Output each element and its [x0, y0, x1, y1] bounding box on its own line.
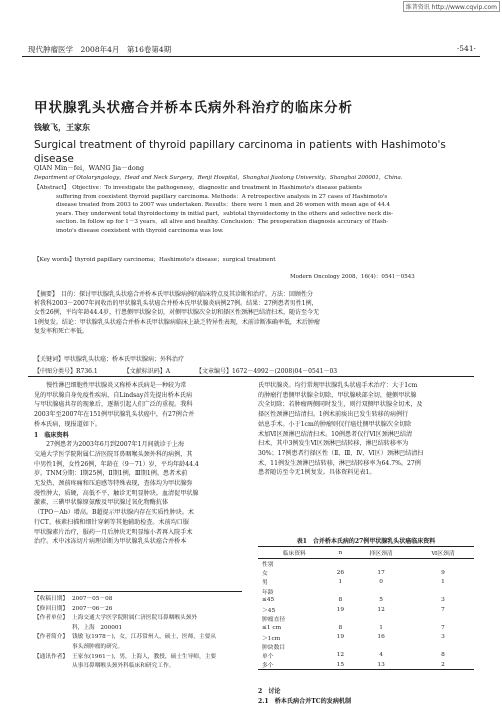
authors-chinese: 钱敏飞，王家东 — [34, 122, 90, 132]
article-number: 【文章编号】1672－4992－(2008)04－0541－03 — [196, 368, 338, 375]
table-cell: ＞45 — [262, 608, 276, 615]
body-line: 桥本氏病，现报道如下。 — [34, 420, 102, 428]
table-cell — [350, 559, 412, 569]
body-line: 30%；17例患者行择区性（Ⅱ、Ⅲ、Ⅳ、Ⅵ区）颈淋巴结清扫 — [258, 449, 424, 457]
clinical-data-table — [258, 546, 474, 670]
table-row — [258, 614, 474, 623]
table-cell: 19 — [336, 606, 345, 613]
table-cell — [412, 614, 474, 623]
table-cell — [350, 587, 412, 596]
keywords-chinese: 【关键词】甲状腺乳头状癌；桥本氏甲状腺病；外科治疗 — [34, 356, 185, 363]
table-cell: 7 — [441, 606, 445, 613]
table-cell: 年龄 — [262, 589, 274, 596]
body-line: 27例患者为2003年6月到2007年1月间就诊于上海 — [34, 441, 185, 449]
table-cell: 1 — [338, 578, 343, 585]
body-line: 甲状腺素片治疗，服药一月后肿块无明显缩小者再入院手术 — [34, 528, 193, 536]
right-column — [258, 381, 474, 478]
footnote-key: 【通讯作者】 — [34, 653, 69, 660]
body-line: 见的甲状腺自身免疫性疾病，自Lindsay首先提出桥本氏病 — [34, 391, 193, 399]
table-cell: 肿块数目 — [262, 644, 286, 651]
table-cell — [331, 642, 351, 651]
footnote-key — [34, 643, 72, 653]
body-line: 择区性颈淋巴结清扫。1例术前痰出已发生转移的病例行 — [258, 411, 409, 419]
table-cell: 3 — [441, 634, 445, 641]
footnote-value: 事头颈肿瘤的研究。 — [72, 643, 124, 650]
footnote-key: 【作者简介】 — [34, 634, 69, 641]
table-cell — [350, 642, 412, 651]
watermark: 维普资讯 http://www.cqvip.com — [403, 1, 500, 12]
title-chinese: 甲状腺乳头状癌合并桥本氏病外科治疗的临床分析 — [34, 100, 353, 116]
body-line: 中男性1例，女性26例，年龄在（9－71）岁，平均年龄44.4 — [34, 460, 199, 468]
table-row — [258, 623, 474, 632]
table-cell: 13 — [350, 660, 412, 670]
table-header-cell: 择区颈清 — [350, 547, 412, 559]
footnote-key: 【修回日期】 — [34, 605, 69, 612]
body-line: 无发热，颈前疼痛和压迫感等特殊表现，查体均为甲状腺弥 — [34, 480, 193, 488]
footnote-row — [34, 653, 242, 663]
abstract-cn-line: 析我科2003－2007年间收治的甲状腺乳头状癌合并桥本氏甲状腺炎病例27例。结果：27例患者男性1例， — [34, 300, 318, 308]
table-row — [258, 642, 474, 651]
body-line: 交通大学医学院附属仁济医院耳鼻咽喉头颈外科的病例，其 — [34, 450, 193, 458]
table-cell: 16 — [377, 634, 385, 641]
body-line: 氏甲状腺炎。均行常规甲状腺乳头状癌手术治疗：大于1cm — [258, 382, 418, 389]
table-cell: ≤45 — [262, 597, 275, 604]
footnote-value: 从事耳鼻咽喉头颈外科临床和研究工作。 — [72, 663, 175, 670]
citation-english: Modern Oncology 2008，16(4)：0541－0543 — [290, 274, 415, 280]
table-cell: 8 — [338, 597, 343, 604]
table-cell: 男 — [262, 580, 268, 587]
table-cell: 性别 — [262, 562, 274, 569]
table-row — [258, 633, 474, 642]
footnote-value: 王家东(1961－)，男，上海人，教授，硕士生导师，主要 — [72, 653, 217, 660]
abstract-cn-line: 复发率和死亡率低。 — [34, 327, 89, 335]
table-row — [258, 568, 474, 577]
table-cell: 女 — [262, 571, 268, 578]
table-cell — [412, 642, 474, 651]
abstract-cn-line: 女性26例，平均年龄44.4岁，行患侧甲状腺全切，对侧甲状腺次全切和择区性颈淋巴结清扫术，随访至今无 — [34, 309, 319, 317]
table-cell: 17 — [377, 569, 385, 576]
body-line: 术，11例发生颈淋巴结转移，淋巴结转移率为64.7%。27例 — [258, 459, 421, 467]
body-line: 治疗。术中冰冻切片病理诊断为甲状腺乳头状癌合并桥本 — [34, 538, 187, 546]
table-row — [258, 596, 474, 605]
body-line: 的肿瘤行患侧甲状腺全切除，甲状腺峡部全切，健侧甲状腺 — [258, 391, 417, 399]
table-row — [258, 651, 474, 660]
footnote-value: 钱敏飞(1978－)，女，江苏常州人，硕士，医师，主要从 — [72, 634, 217, 641]
footnote-row — [34, 624, 242, 634]
footnote-row — [34, 605, 242, 615]
discussion-heading — [258, 687, 474, 707]
table-row — [258, 660, 474, 670]
left-column — [34, 381, 242, 547]
table-cell — [331, 587, 351, 596]
page-number: ·541· — [456, 44, 476, 53]
table-cell: 肿瘤直径 — [262, 617, 286, 624]
body-line: 术加Ⅵ区颈淋巴结清扫术。10例患者仅行Ⅵ区颈淋巴结清 — [258, 430, 413, 438]
body-line: 姑息手术。小于1cm的肿瘤则仅行癌灶侧甲状腺次全切除 — [258, 420, 412, 428]
section-heading: 1 临床资料 — [34, 431, 69, 439]
abstract-en-line: section. In follow up for 1－3 years，all alive and healthy. Conclusion：The preoperation diagnosis accuracy of Hash- — [56, 219, 389, 226]
department-english: Department of Otolaryngology，Head and Neck Surgery，Renji Hospital，Shanghai Jiaotong University，Shanghai 200001，China. — [34, 175, 403, 181]
table-cell: 1 — [441, 578, 445, 585]
document-code: 【文献标识码】A — [123, 368, 171, 375]
abstract-en-line: 【Abstract】 Objective：To investigate the pathogenesy，diagnostic and treatment in Hashimoto's disease patients — [34, 185, 362, 191]
footnote-value: 上海交通大学医学院附属仁济医院耳鼻咽喉头颈外 — [72, 615, 198, 622]
table-cell: 2 — [412, 660, 474, 670]
table-cell: 12 — [377, 606, 385, 613]
table-cell: 8 — [441, 652, 445, 659]
footnote-key — [34, 662, 72, 672]
footnote-row — [34, 595, 242, 605]
abstract-en-line: years. They underwent total thyroidectomy in initial part，subtotal thyroidectomy in the others and selective neck dis- — [56, 210, 394, 217]
table-cell: ≤1 cm — [262, 624, 282, 631]
journal-header — [22, 44, 480, 57]
table-cell — [412, 559, 474, 569]
table-cell — [412, 587, 474, 596]
table-header-cell: n — [331, 547, 351, 559]
footnote-key — [34, 624, 72, 634]
table-cell: ＞1cm — [262, 635, 281, 642]
table-header-cell: 临床资料 — [258, 547, 331, 559]
table-row — [258, 559, 474, 569]
table-cell: 多个 — [258, 660, 331, 670]
table-cell: 5 — [379, 597, 383, 604]
table-cell: 12 — [336, 652, 345, 659]
title-english: Surgical treatment of thyroid papillary carcinoma in patients with Hashimoto's disease — [34, 139, 446, 165]
keywords-english: 【Key words】thyroid papillary carcinoma；Hashimoto's disease；surgical treatment — [34, 257, 276, 263]
footnote-value: 2007－05－08 — [72, 596, 113, 602]
authors-english: QIAN Min－fei，WANG Jia－dong — [34, 164, 145, 172]
table-cell — [331, 614, 351, 623]
abstract-cn-line: 【摘要】 目的：探讨甲状腺乳头状癌合并桥本氏甲状腺病例的临床特点及其诊断和治疗。方法：回顾性分 — [34, 291, 314, 298]
header-left: 现代肿瘤医学 2008年4月 第16卷第4期 — [28, 45, 172, 54]
table-cell — [331, 559, 351, 569]
abstract-en-line: imoto's disease coexistent with thyroid carcinoma was low. — [56, 227, 224, 234]
body-line: 岁。TNM分期：Ⅰ期25例，Ⅱ期1例，Ⅲ期1例。患者术前 — [34, 470, 188, 478]
table-cell: 15 — [331, 660, 351, 670]
classification-ids — [34, 366, 474, 375]
footnotes — [34, 591, 242, 672]
table-cell — [350, 614, 412, 623]
abstract-en-line: suffering from coexistent thyroid papillary carcinoma. Methods：A retrospective analysis in 27 cases of Hashimoto's — [56, 193, 388, 200]
table-header-row — [258, 547, 474, 559]
footnote-row — [34, 633, 242, 643]
table-cell: 4 — [379, 652, 383, 659]
body-line: 扫术，其中3例发生Ⅵ区颈淋巴结转移，淋巴结转移率为 — [258, 440, 409, 448]
table-cell: 19 — [336, 634, 345, 641]
abstract-chinese — [34, 290, 474, 336]
footnote-value: 科，上海 200001 — [72, 624, 123, 631]
table-cell: 9 — [441, 569, 445, 576]
footnote-row — [34, 614, 242, 624]
body-line: （TPO－Ab）增高。B超提示甲状腺内存在实质性肿块。术 — [34, 509, 195, 517]
table-cell: 单个 — [262, 653, 274, 660]
footnote-key: 【收稿日期】 — [34, 596, 69, 602]
body-line: 与甲状腺癌共存的现象后，逐渐引起人们广泛的重视。我科 — [34, 401, 193, 409]
table-cell: 1 — [379, 624, 383, 631]
table-row — [258, 605, 474, 614]
abstract-en-line: disease treated from 2003 to 2007 was undertaken. Results：there were 1 men and 26 women with mean age of 44.4 — [56, 202, 391, 209]
body-line: 次全切除；若肿瘤两侧同时发生，则行双侧甲状腺全切术，及 — [258, 401, 423, 409]
footnote-row — [34, 643, 242, 653]
abstract-cn-line: 1例复发。结论：甲状腺乳头状癌合并桥本氏甲状腺病临床上缺乏特异性表现，术前诊断准确率低，术后肿瘤 — [34, 318, 320, 326]
body-line: 激素，三碘甲状腺原氨酸及甲状腺过氧化物酶抗体 — [34, 499, 169, 507]
footnote-row — [34, 662, 242, 672]
body-line: 漫性肿大，质硬，高低不平，触诊无明显肿块。血清促甲状腺 — [34, 489, 199, 497]
table-cell: 26 — [336, 569, 345, 576]
footnote-key: 【作者单位】 — [34, 615, 69, 622]
table-cell: 0 — [379, 578, 383, 585]
footnote-value: 2007－06－26 — [72, 605, 113, 612]
body-line: 患者随访至今无1例复发。具体资料见表1。 — [258, 469, 376, 477]
table-header-cell: Ⅵ区颈清 — [412, 547, 474, 559]
body-line: 行CT、核素扫描和细针穿刺等其他辅助检查。术前均口服 — [34, 518, 189, 526]
table-row — [258, 577, 474, 586]
section-heading: 2 讨论 — [258, 688, 281, 695]
table-caption: 表1 合并桥本氏病的27例甲状腺乳头状癌临床资料 — [296, 538, 436, 545]
body-line: 2003年至2007年在151例甲状腺乳头状癌中，有27例合并 — [34, 411, 195, 419]
clc-number: 【中图分类号】R736.1 — [34, 368, 98, 375]
table-cell: 7 — [441, 624, 445, 631]
subsection-heading: 2.1 桥本氏病合并TC的发病机制 — [258, 698, 352, 705]
table-row — [258, 587, 474, 596]
divider — [28, 376, 474, 377]
table-cell: 3 — [441, 597, 445, 604]
table-cell: 8 — [338, 624, 343, 631]
body-line: 慢性淋巴细胞性甲状腺炎又称桥本氏病是一种较为常 — [34, 382, 187, 389]
abstract-english — [34, 184, 474, 236]
